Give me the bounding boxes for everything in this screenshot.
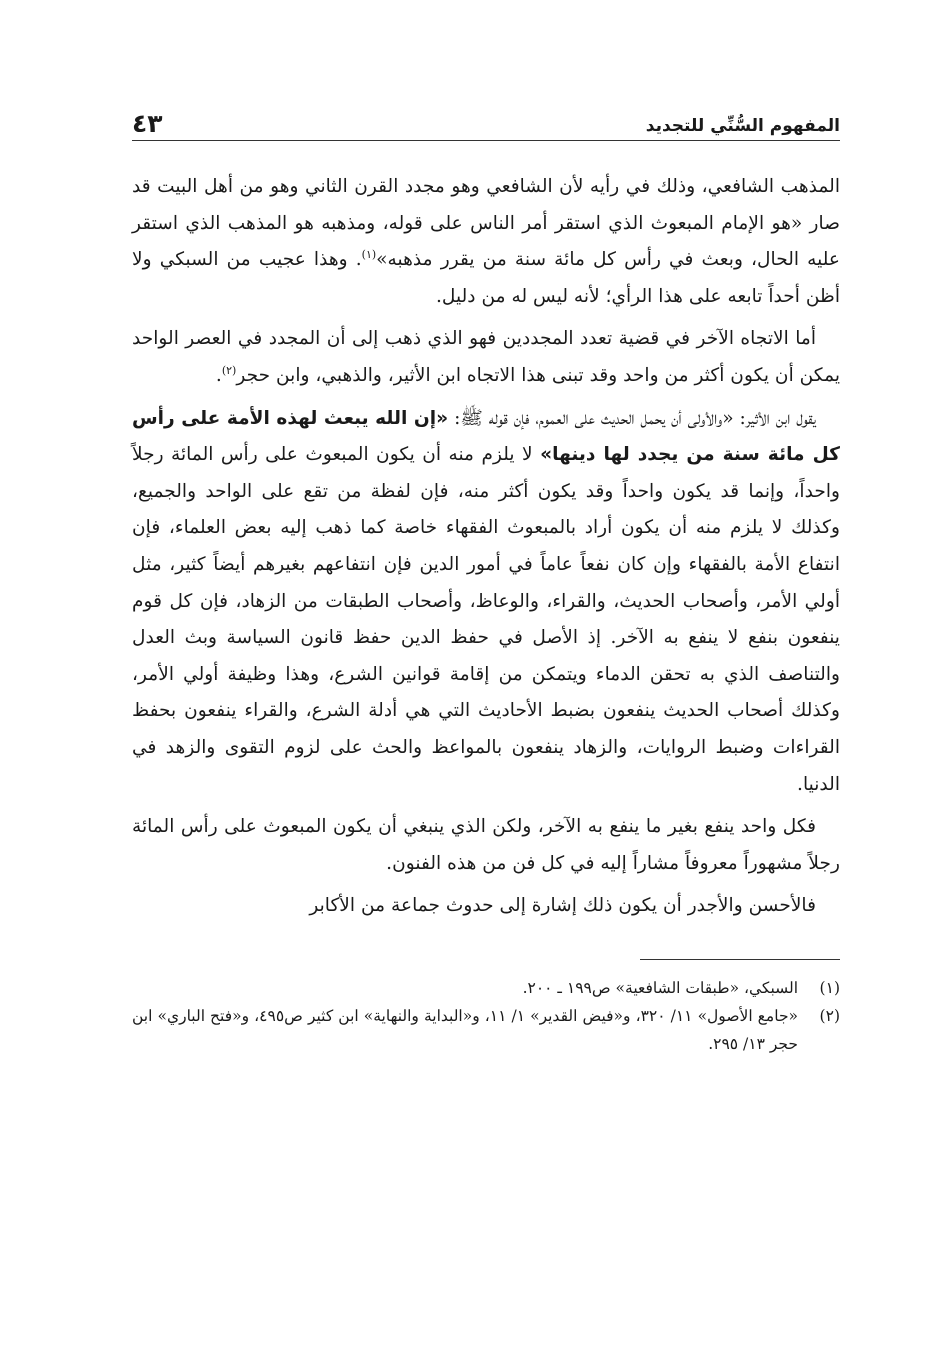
paragraph-3-text-a: يقول ابن الأثير: «والأولى أن يحمل الحديث على العموم، فإن قوله ﷺ: — [454, 407, 816, 429]
hadith-quote: «إن الله يبعث لهذه الأمة على رأس كل مائة سنة من يجدد لها دينها» — [132, 407, 840, 466]
footnote-2 — [132, 1002, 840, 1058]
paragraph-5: فالأحسن والأجدر أن يكون ذلك إشارة إلى حدوث جماعة من الأكابر — [309, 895, 816, 917]
body-text — [132, 169, 840, 925]
footnote-1 — [132, 974, 840, 1002]
paragraph-3 — [132, 401, 840, 804]
page-number: ٤٣ — [132, 109, 163, 138]
paragraph-4: فكل واحد ينفع بغير ما ينفع به الآخر، ولكن الذي ينبغي أن يكون المبعوث على رأس المائة رجلاً مشهوراً معروفاً مشاراً إليه في كل فن من هذه الفنون. — [132, 816, 840, 874]
page-header — [132, 96, 840, 136]
paragraph-2-text-b: . — [215, 364, 222, 386]
footnote-2-number: (٢) — [819, 1006, 840, 1025]
paragraph-1-text-a: المذهب الشافعي، وذلك في رأيه لأن الشافعي وهو مجدد القرن الثاني وهو من أهل البيت قد صار «هو الإمام المبعوث الذي استقر أمر الناس على قوله، ومذهبه هو المذهب الذي استقر عليه الحال، وبعث في رأس كل مائة سنة من يقرر مذهبه» — [132, 176, 840, 271]
footnotes — [132, 974, 840, 1058]
paragraph-1 — [132, 169, 840, 315]
footnote-1-text: السبكي، «طبقات الشافعية» ص١٩٩ ـ ٢٠٠. — [522, 978, 798, 997]
book-page — [132, 96, 840, 1058]
running-title: المفهوم السُّنِّي للتجديد — [645, 116, 840, 136]
footnote-ref-2: (٢) — [221, 363, 237, 377]
footnote-2-text: «جامع الأصول» ١١/ ٣٢٠، و«فيض القدير» ١/ ١١، و«البداية والنهاية» ابن كثير ص٤٩٥، و«فتح الباري» ابن حجر ١٣/ ٢٩٥. — [132, 1006, 799, 1053]
footnote-1-number: (١) — [819, 978, 840, 997]
header-rule — [132, 140, 840, 141]
paragraph-2-text-a: أما الاتجاه الآخر في قضية تعدد المجددين فهو الذي ذهب إلى أن المجدد في العصر الواحد يمكن أن يكون أكثر من واحد وقد تبنى هذا الاتجاه ابن الأثير، والذهبي، وابن حجر — [132, 328, 840, 386]
paragraph-2 — [132, 321, 840, 394]
paragraph-3-text-b: لا يلزم منه أن يكون المبعوث على رأس المائة رجلاً واحداً، وإنما قد يكون واحداً وقد يكون أكثر منه، فإن لفظة من تقع على الواحد والجميع، وكذلك لا يلزم منه أن يكون أراد بالمبعوث الفقهاء خاصة كما ذهب إليه بعض العلماء، فإن انتفاع الأمة بالفقهاء وإن كان نفعاً عاماً في أمور الدين فإن انتفاعهم بغيرهم أيضاً كثير، مثل أولي الأمر، وأصحاب الحديث، والقراء، والوعاظ، وأصحاب الطبقات من الزهاد، فإن كل قوم ينفعون بنفع لا ينفع به الآخر. إذ الأصل في حفظ الدين حفظ قانون السياسة وبث العدل والتناصف الذي به تحقن الدماء ويتمكن من إقامة قوانين الشرع، وهذا وظيفة أولي الأمر، وكذلك أصحاب الحديث ينفعون بضبط الأحاديث التي هي أدلة الشرع، والقراء ينفعون بحفظ القراءات وضبط الروايات، والزهاد ينفعون بالمواعظ والحث على لزوم التقوى والزهد في الدنيا. — [132, 444, 840, 795]
footnote-rule — [640, 959, 840, 960]
paragraph-1-text-b: . وهذا عجيب من السبكي ولا أظن أحداً تابعه على هذا الرأي؛ لأنه ليس له من دليل. — [132, 249, 840, 307]
footnote-ref-1: (١) — [361, 248, 377, 261]
